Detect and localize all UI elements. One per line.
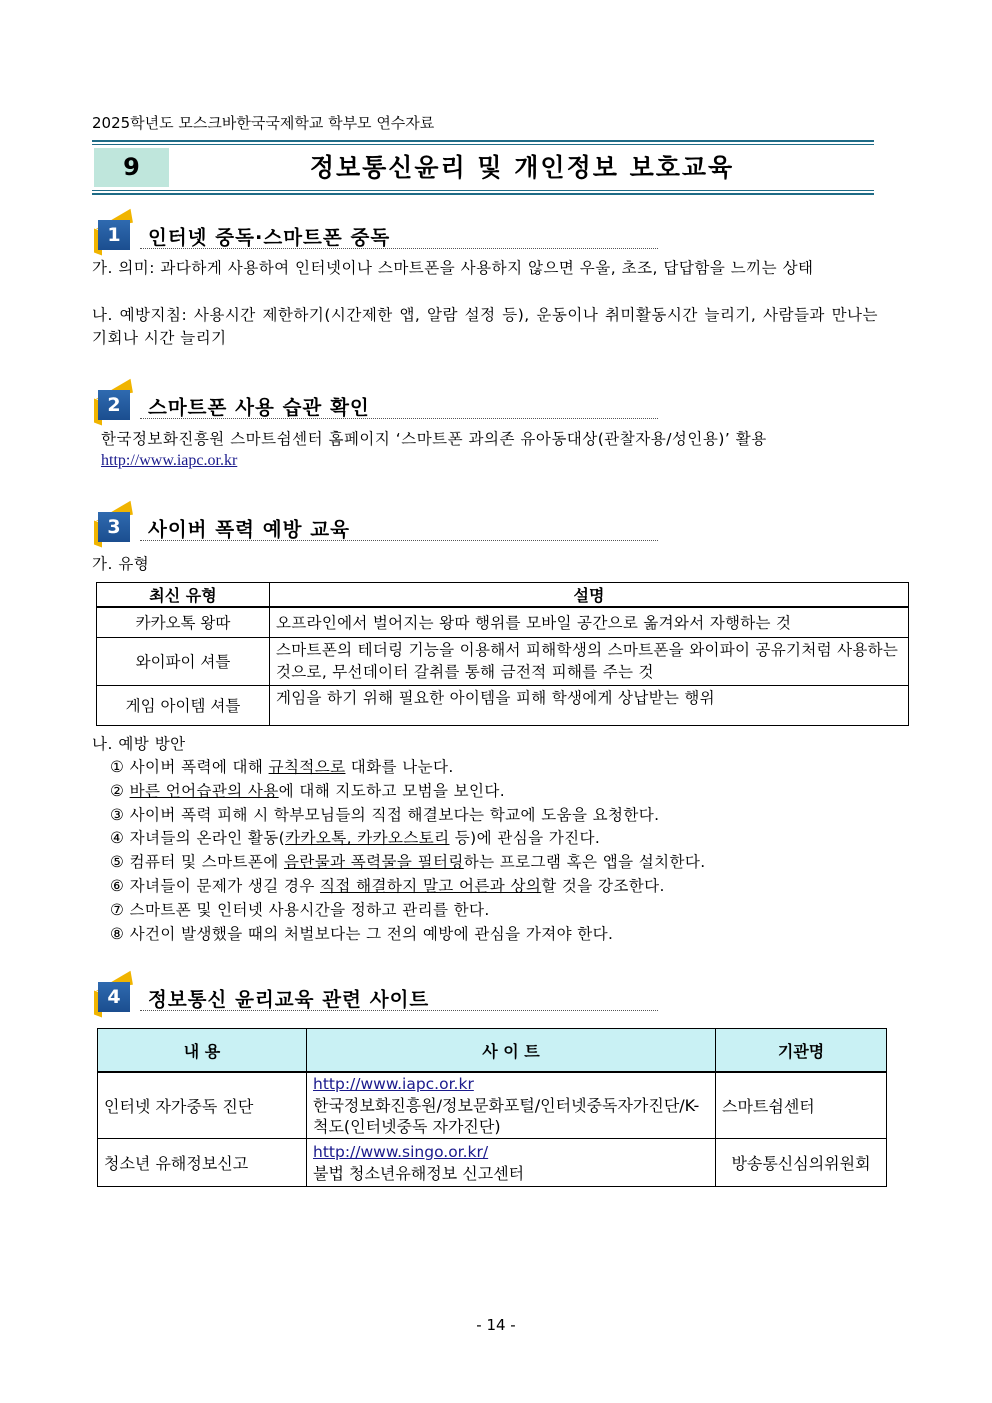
list-item: ① 사이버 폭력에 대해 규칙적으로 대화를 나눈다. <box>110 758 454 776</box>
list-item: ④ 자녀들의 온라인 활동(카카오톡, 카카오스토리 등)에 관심을 가진다. <box>110 829 601 848</box>
sec3-types-label: 가. 유형 <box>92 555 150 573</box>
list-item: ⑦ 스마트폰 및 인터넷 사용시간을 정하고 관리를 한다. <box>110 900 490 919</box>
table-header: 최신 유형 <box>97 583 270 608</box>
section-number-icon: 2 <box>94 382 134 422</box>
table-row: 인터넷 자가중독 진단 http://www.iapc.or.kr 한국정보화진흥원/정보문화포털/인터넷중독자가진단/K-척도(인터넷중독 자가진단) 스마트쉼센터 <box>98 1072 887 1138</box>
prevention-list <box>110 756 890 946</box>
table-row: 청소년 유해정보신고 http://www.singo.or.kr/ 불법 청소년유해정보 신고센터 방송통신심의위원회 <box>98 1138 887 1186</box>
section-number-icon: 3 <box>94 504 134 544</box>
section-2-heading <box>92 382 658 422</box>
list-item: ② 바른 언어습관의 사용에 대해 지도하고 모범을 보인다. <box>110 781 506 800</box>
section-title: 사이버 폭력 예방 교육 <box>148 518 350 541</box>
table-row: 카카오톡 왕따 오프라인에서 벌어지는 왕따 행위를 모바일 공간으로 옮겨와서 자행하는 것 <box>97 607 909 637</box>
sec2-text: 한국정보화진흥원 스마트쉼센터 홈페이지 ‘스마트폰 과의존 유아동대상(관찰자용/성인용)’ 활용 <box>101 430 767 448</box>
page-number: - 14 - <box>476 1316 516 1334</box>
list-item: ⑧ 사건이 발생했을 때의 처벌보다는 그 전의 예방에 관심을 가져야 한다. <box>110 924 614 943</box>
chapter-banner <box>92 140 874 195</box>
section-3-heading <box>92 504 658 544</box>
list-item: ⑥ 자녀들이 문제가 생길 경우 직접 해결하지 말고 어른과 상의할 것을 강조한다. <box>110 876 665 895</box>
document-header: 2025학년도 모스크바한국국제학교 학부모 연수자료 <box>92 114 435 132</box>
sec1-prevention: 나. 예방지침: 사용시간 제한하기(시간제한 앱, 알람 설정 등), 운동이나 취미활동시간 늘리기, 사람들과 만나는 기회나 시간 늘리기 <box>92 306 878 347</box>
sec3-prevention-label: 나. 예방 방안 <box>92 735 186 753</box>
singo-site-link[interactable]: http://www.singo.or.kr/ <box>313 1142 489 1161</box>
iapc-link[interactable]: http://www.iapc.or.kr <box>101 452 238 469</box>
section-title: 인터넷 중독·스마트폰 중독 <box>148 226 391 249</box>
table-row: 와이파이 셔틀 스마트폰의 테더링 기능을 이용해서 피해학생의 스마트폰을 와이파이 공유기처럼 사용하는 것으로, 무선데이터 갈취를 통해 금전적 피해를 주는 것 <box>97 637 909 685</box>
section-4-heading <box>92 974 658 1014</box>
section-number-icon: 1 <box>94 212 134 252</box>
table-header: 사 이 트 <box>307 1029 716 1073</box>
section-1-heading <box>92 212 658 252</box>
section-number-icon: 4 <box>94 974 134 1014</box>
list-item: ⑤ 컴퓨터 및 스마트폰에 음란물과 폭력물을 필터링하는 프로그램 혹은 앱을 설치한다. <box>110 853 706 872</box>
chapter-number: 9 <box>94 148 169 187</box>
sec1-meaning: 가. 의미: 과다하게 사용하여 인터넷이나 스마트폰을 사용하지 않으면 우울, 초조, 답답함을 느끼는 상태 <box>92 259 814 277</box>
section-title: 정보통신 윤리교육 관련 사이트 <box>148 988 430 1011</box>
table-header: 설명 <box>270 583 909 608</box>
cyber-violence-types-table <box>96 582 909 726</box>
table-header: 내 용 <box>98 1029 307 1073</box>
table-header: 기관명 <box>716 1029 887 1073</box>
section-title: 스마트폰 사용 습관 확인 <box>148 396 370 419</box>
chapter-title: 정보통신윤리 및 개인정보 보호교육 <box>309 153 735 182</box>
list-item: ③ 사이버 폭력 피해 시 학부모님들의 직접 해결보다는 학교에 도움을 요청한다. <box>110 805 660 824</box>
ethics-sites-table <box>97 1028 887 1187</box>
table-row: 게임 아이템 셔틀 게임을 하기 위해 필요한 아이템을 피해 학생에게 상납받는 행위 <box>97 685 909 725</box>
iapc-site-link[interactable]: http://www.iapc.or.kr <box>313 1075 474 1094</box>
